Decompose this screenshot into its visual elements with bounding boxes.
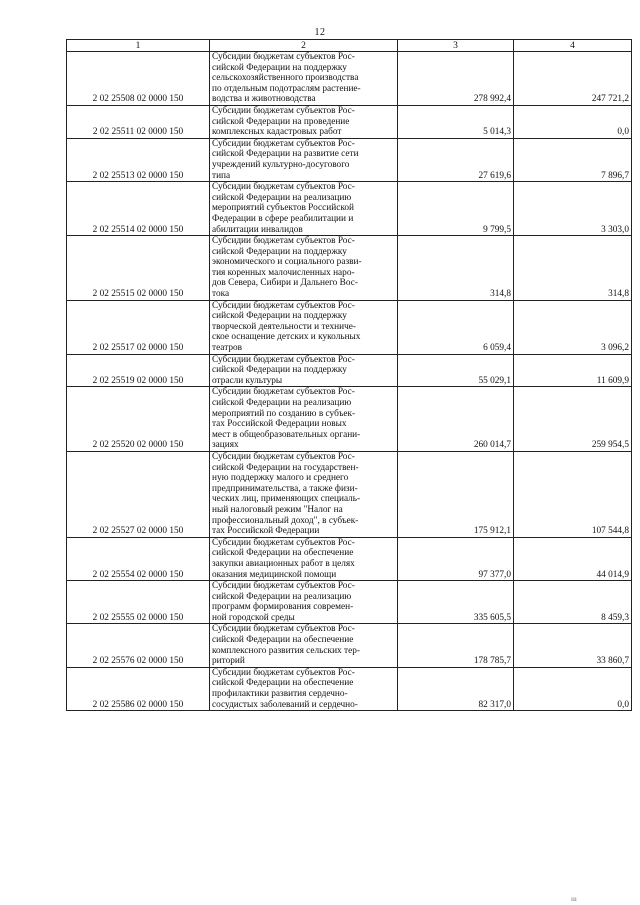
description-cell [210,354,398,387]
table-row [67,236,632,301]
amount-col-3-cell: 27 619,6 [398,138,514,181]
description-line: мест в общеобразовательных органи- [212,429,361,440]
description-line: мероприятий по созданию в субъек- [212,408,356,419]
amount-col-3-cell: 5 014,3 [398,105,514,138]
amount-col-3-cell: 82 317,0 [398,667,514,710]
amount-col-3-cell: 55 029,1 [398,354,514,387]
description-line: экономического и социального разви- [212,257,362,268]
description-line: сийской Федерации на развитие сети [212,149,359,160]
budget-code-cell: 2 02 25511 02 0000 150 [67,105,210,138]
description-line: Субсидии бюджетам субъектов Рос- [212,138,355,149]
description-cell [210,105,398,138]
table-row [67,624,632,667]
description-line: Субсидии бюджетам субъектов Рос- [212,667,355,678]
amount-col-4-cell: 0,0 [514,667,632,710]
description-line: театров [212,343,243,354]
description-cell [210,451,398,537]
header-col-2: 2 [210,40,398,52]
description-cell [210,387,398,452]
budget-code-cell: 2 02 25527 02 0000 150 [67,451,210,537]
description-line: водства и животноводства [212,94,316,105]
description-line: сийской Федерации на поддержку [212,311,347,322]
amount-col-4-cell: 259 954,5 [514,387,632,452]
budget-code-cell: 2 02 25586 02 0000 150 [67,667,210,710]
description-line: сосудистых заболеваний и сердечно- [212,699,358,710]
description-cell [210,624,398,667]
description-cell [210,138,398,181]
description-line: риторий [212,656,245,667]
page-number: 12 [314,27,326,38]
description-line: тах Российской Федерации [212,526,320,537]
table-row [67,387,632,452]
description-line: профилактики развития сердечно- [212,689,348,700]
header-col-4: 4 [514,40,632,52]
description-line: Субсидии бюджетам субъектов Рос- [212,537,355,548]
header-col-3: 3 [398,40,514,52]
description-line: сийской Федерации на обеспечение [212,678,354,689]
budget-code-cell: 2 02 25508 02 0000 150 [67,52,210,106]
description-line: творческой деятельности и техниче- [212,321,357,332]
amount-col-3-cell: 178 785,7 [398,624,514,667]
description-line: отрасли культуры [212,375,283,386]
amount-col-4-cell: 7 896,7 [514,138,632,181]
amount-col-4-cell: 107 544,8 [514,451,632,537]
table-header-row [67,40,632,52]
amount-col-4-cell: 8 459,3 [514,581,632,624]
description-line: сийской Федерации на обеспечение [212,635,354,646]
description-cell [210,300,398,354]
table-row [67,537,632,580]
description-line: по отдельным подотраслям растение- [212,83,361,94]
amount-col-4-cell: 0,0 [514,105,632,138]
description-line: ную поддержку малого и среднего [212,473,349,484]
table-row [67,300,632,354]
description-line: Субсидии бюджетам субъектов Рос- [212,236,355,247]
budget-code-cell: 2 02 25555 02 0000 150 [67,581,210,624]
description-line: ной городской среды [212,612,295,623]
budget-table [66,39,632,711]
budget-code-cell: 2 02 25554 02 0000 150 [67,537,210,580]
description-cell [210,182,398,236]
budget-code-cell: 2 02 25517 02 0000 150 [67,300,210,354]
amount-col-4-cell: 3 096,2 [514,300,632,354]
description-cell [210,581,398,624]
description-line: тах Российской Федерации новых [212,419,347,430]
description-line: программ формирования современ- [212,602,354,613]
description-line: сийской Федерации на государствен- [212,462,359,473]
description-line: сийской Федерации на проведение [212,116,350,127]
description-line: Субсидии бюджетам субъектов Рос- [212,52,355,62]
amount-col-4-cell: 314,8 [514,236,632,301]
description-line: Субсидии бюджетам субъектов Рос- [212,182,355,193]
amount-col-3-cell: 175 912,1 [398,451,514,537]
amount-col-3-cell: 314,8 [398,236,514,301]
table-row [67,451,632,537]
description-cell [210,537,398,580]
description-line: сийской Федерации на поддержку [212,365,347,376]
description-line: закупки авиационных работ в целях [212,558,355,569]
table-row [67,581,632,624]
amount-col-4-cell: 11 609,9 [514,354,632,387]
description-line: тия коренных малочисленных наро- [212,267,355,278]
description-line: сийской Федерации на реализацию [212,591,352,602]
description-line: Субсидии бюджетам субъектов Рос- [212,387,355,398]
amount-col-3-cell: 9 799,5 [398,182,514,236]
amount-col-3-cell: 6 059,4 [398,300,514,354]
table-row [67,105,632,138]
amount-col-4-cell: 44 014,9 [514,537,632,580]
amount-col-4-cell: 247 721,2 [514,52,632,106]
description-line: сийской Федерации на реализацию [212,398,352,408]
description-cell [210,236,398,301]
scan-mark: ııı [571,895,577,903]
table-row [67,182,632,236]
amount-col-4-cell: 3 303,0 [514,182,632,236]
budget-code-cell: 2 02 25514 02 0000 150 [67,182,210,236]
table-body [67,52,632,711]
description-line: ный налоговый режим "Налог на [212,504,343,515]
description-line: предпринимательства, а также физи- [212,483,358,494]
description-line: Субсидии бюджетам субъектов Рос- [212,624,355,635]
description-line: мероприятий субъектов Российской [212,203,354,214]
table-row [67,667,632,710]
description-line: Субсидии бюджетам субъектов Рос- [212,451,355,462]
description-line: учреждений культурно-досугового [212,159,350,170]
description-line: Субсидии бюджетам субъектов Рос- [212,581,355,592]
table-row [67,52,632,106]
table-row [67,354,632,387]
budget-code-cell: 2 02 25520 02 0000 150 [67,387,210,452]
description-line: сельскохозяйственного производства [212,73,359,84]
header-col-1: 1 [67,40,210,52]
description-line: комплексного развития сельских тер- [212,645,360,656]
description-line: дов Севера, Сибири и Дальнего Вос- [212,278,358,289]
description-line: ческих лиц, применяющих специаль- [212,494,361,505]
amount-col-3-cell: 97 377,0 [398,537,514,580]
description-line: профессиональный доход", в субъек- [212,515,359,526]
description-cell [210,667,398,710]
amount-col-3-cell: 335 605,5 [398,581,514,624]
amount-col-3-cell: 260 014,7 [398,387,514,452]
description-line: ское оснащение детских и кукольных [212,332,361,343]
budget-code-cell: 2 02 25515 02 0000 150 [67,236,210,301]
description-line: сийской Федерации на обеспечение [212,548,354,559]
description-line: Субсидии бюджетам субъектов Рос- [212,354,355,365]
amount-col-3-cell: 278 992,4 [398,52,514,106]
budget-code-cell: 2 02 25513 02 0000 150 [67,138,210,181]
description-line: сийской Федерации на поддержку [212,62,347,73]
description-line: Федерации в сфере реабилитации и [212,213,354,224]
description-line: сийской Федерации на поддержку [212,246,347,257]
amount-col-4-cell: 33 860,7 [514,624,632,667]
description-line: тока [212,289,230,300]
description-cell [210,52,398,106]
description-line: комплексных кадастровых работ [212,127,342,138]
description-line: абилитации инвалидов [212,224,303,235]
description-line: Субсидии бюджетам субъектов Рос- [212,300,355,311]
budget-code-cell: 2 02 25519 02 0000 150 [67,354,210,387]
description-line: зациях [212,440,239,451]
description-line: типа [212,170,231,181]
table-row [67,138,632,181]
description-line: оказания медицинской помощи [212,569,337,580]
budget-code-cell: 2 02 25576 02 0000 150 [67,624,210,667]
description-line: сийской Федерации на реализацию [212,192,352,203]
description-line: Субсидии бюджетам субъектов Рос- [212,105,355,116]
